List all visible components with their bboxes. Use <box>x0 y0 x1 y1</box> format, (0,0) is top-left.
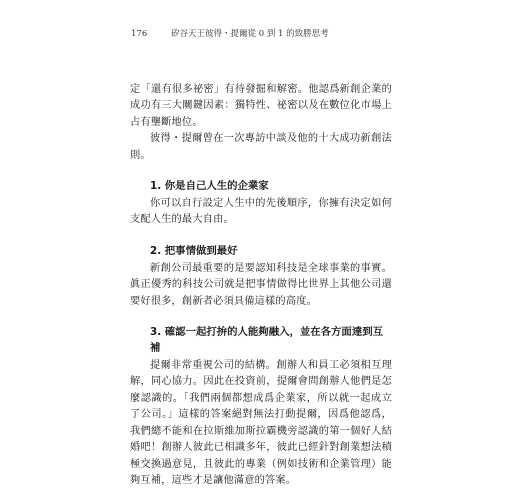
intro-paragraph: 彼得・提爾曾在一次專訪中談及他的十大成功新創法則。 <box>130 133 392 161</box>
intro-paragraph-continued: 定「還有很多祕密」有待發掘和解密。他認爲新創企業的成功有三大關鍵因素：獨特性、祕密以及在數位化市場上占有壟斷地位。 <box>130 84 392 128</box>
section-heading-2: 2. 把事情做到最好 <box>150 244 238 257</box>
section-text-1: 你可以自行設定人生中的先後順序，你擁有決定如何支配人生的最大自由。 <box>130 198 392 226</box>
page-body <box>130 82 392 489</box>
page-number: 176 <box>131 29 148 39</box>
section-text-2: 新創公司最重要的是要認知科技是全球事業的事實。眞正優秀的科技公司就是把事情做得比世界上其他公司還要好很多，創新者必須具備這樣的高度。 <box>130 262 392 307</box>
section-heading-3: 3. 確認一起打拚的人能夠融入，並在各方面達到互補 <box>150 326 383 355</box>
section-text-3: 提爾非常重視公司的結構。創辦人和員工必須相互理解，同心協力。因此在投資前，提爾會問創辦人他們是怎麼認識的。「我們兩個都想成爲企業家，所以就一起成立了公司。」這樣的答案絕對無法打動提爾，因爲他認爲，我們總不能和在拉斯維加斯拉霸機旁認識的第一個好人結婚吧！創辦人彼此已相識多年，彼此已經針對創業想法積極交換過意見，且彼此的專業（例如技術和企業管理）能夠互補，這些才是讓他滿意的答案。 <box>130 360 392 486</box>
running-title: 矽谷天王彼得・提爾從 0 到 1 的致勝思考 <box>171 29 329 39</box>
section-heading-1: 1. 你是自己人生的企業家 <box>150 180 269 193</box>
page-header <box>131 27 431 41</box>
